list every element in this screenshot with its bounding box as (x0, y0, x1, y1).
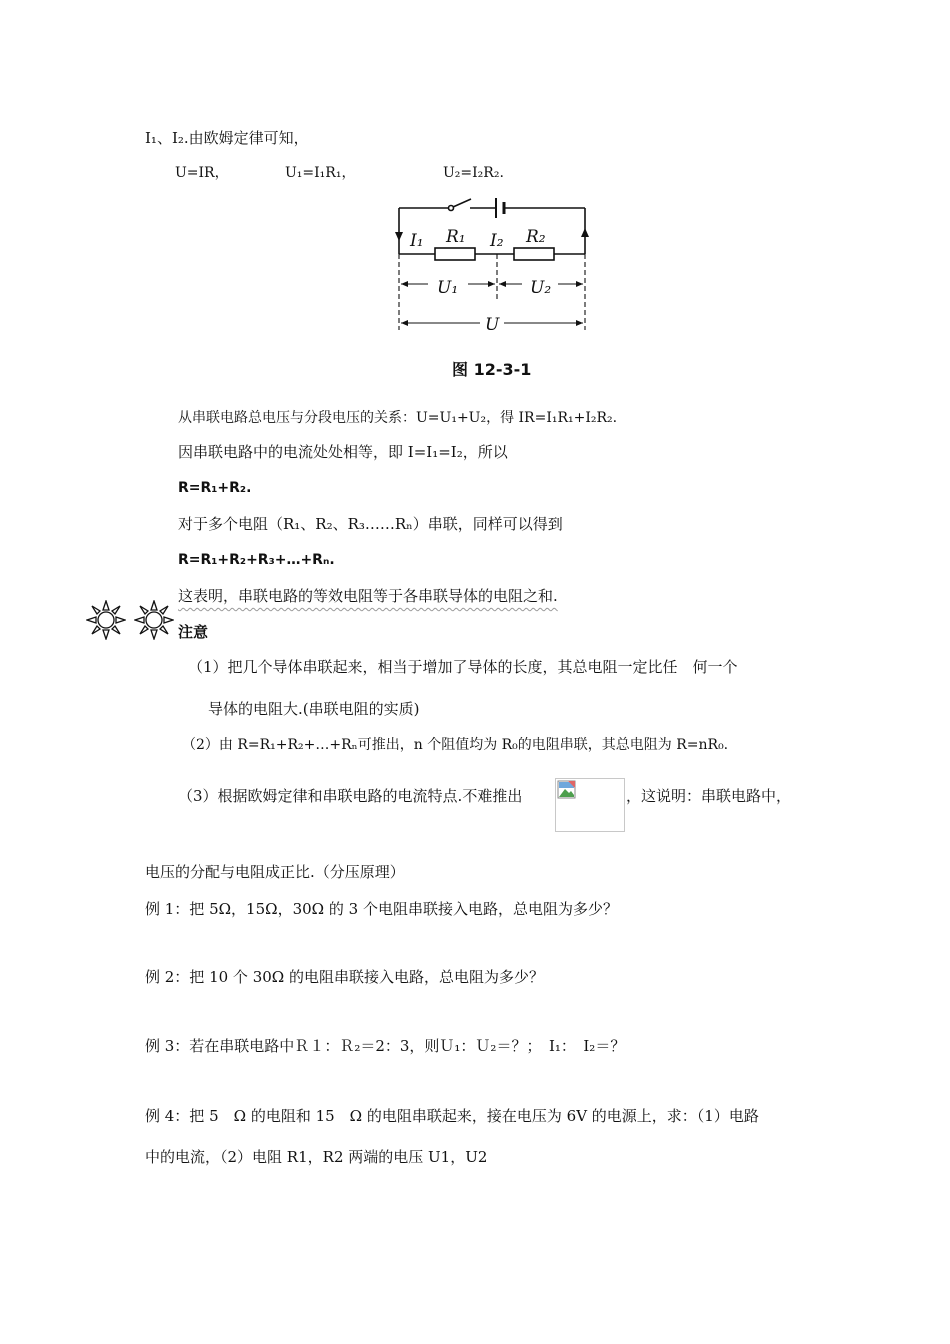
label-r1: R₁ (446, 227, 466, 247)
derivation-p1: 从串联电路总电压与分段电压的关系：U=U₁+U₂，得 IR=I₁R₁+I₂R₂. (178, 410, 618, 426)
note-item-1: （1）把几个导体串联起来，相当于增加了导体的长度，其总电阻一定比任 何一个 (188, 658, 738, 676)
derivation-p2: 因串联电路中的电流处处相等，即 I=I₁=I₂，所以 (178, 443, 508, 461)
sun-icon (134, 600, 174, 640)
formula-n-resistors: R=R₁+R₂+R₃+…+Rₙ. (178, 552, 335, 568)
note-item-1-cont: 导体的电阻大.(串联电阻的实质) (208, 700, 420, 718)
label-r2: R₂ (526, 227, 546, 247)
equation-u1: U₁=I₁R₁， (285, 165, 356, 181)
sun-icon (86, 600, 126, 640)
series-circuit-diagram (392, 192, 592, 342)
broken-image-icon (557, 780, 577, 800)
example-2: 例 2：把 10 个 30Ω 的电阻串联接入电路，总电阻为多少？ (145, 968, 544, 986)
equation-u: U=IR， (175, 165, 229, 181)
note-item-3-cont: ，这说明：串联电路中， (626, 787, 792, 805)
example-4-cont: 中的电流，（2）电阻 R1，R2 两端的电压 U1，U2 (145, 1148, 488, 1166)
formula-two-resistors: R=R₁+R₂. (178, 480, 252, 496)
note-title: 注意 (178, 623, 209, 641)
equation-u2: U₂=I₂R₂. (443, 165, 504, 181)
label-u: U (485, 315, 500, 335)
formula-image-placeholder (555, 778, 625, 832)
label-i1: I₁ (410, 231, 424, 251)
note-item-3: （3）根据欧姆定律和串联电路的电流特点.不难推出 (178, 787, 523, 805)
note-item-3-conclusion: 电压的分配与电阻成正比.（分压原理） (145, 863, 405, 881)
note-item-2: （2）由 R=R₁+R₂+…+Rₙ可推出，n 个阻值均为 R₀的电阻串联，其总电阻为 R=nR₀. (182, 737, 729, 753)
label-u2: U₂ (530, 278, 552, 298)
derivation-conclusion: 这表明，串联电路的等效电阻等于各串联导体的电阻之和. (178, 587, 558, 605)
label-i2: I₂ (490, 231, 504, 251)
example-4: 例 4：把 5 Ω 的电阻和 15 Ω 的电阻串联起来，接在电压为 6V 的电源上，求：（1）电路 (145, 1107, 759, 1125)
example-1: 例 1：把 5Ω，15Ω，30Ω 的 3 个电阻串联接入电路，总电阻为多少？ (145, 900, 618, 918)
label-u1: U₁ (437, 278, 459, 298)
figure-caption: 图 12-3-1 (452, 360, 532, 379)
example-3: 例 3：若在串联电路中Ｒ１：Ｒ₂＝2：3，则Ｕ₁：Ｕ₂＝？； I₁： I₂＝？ (145, 1037, 626, 1055)
derivation-p3: 对于多个电阻（R₁、R₂、R₃……Rₙ）串联，同样可以得到 (178, 515, 563, 533)
intro-line: I₁、I₂.由欧姆定律可知， (145, 129, 309, 147)
